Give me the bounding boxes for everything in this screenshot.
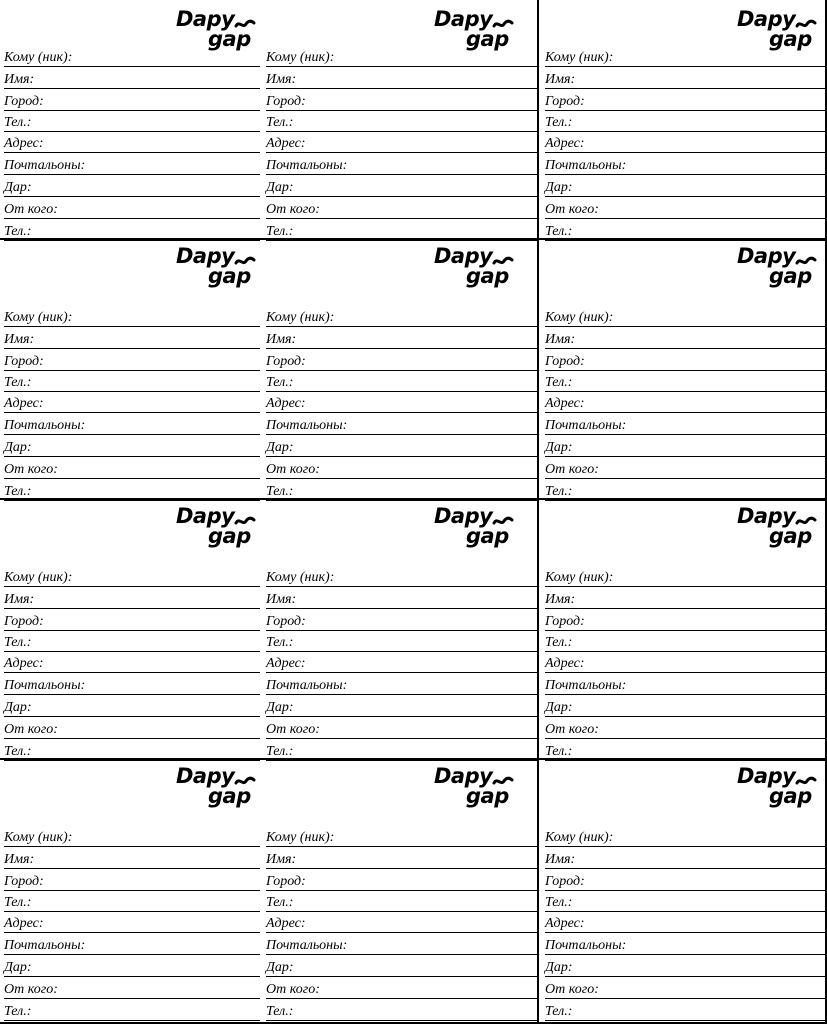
name-field[interactable] (266, 589, 537, 609)
gift-form-card (0, 0, 260, 240)
gift-form-card (0, 240, 260, 500)
city-field[interactable] (266, 871, 537, 891)
field-label: Почтальоны: (4, 158, 86, 173)
field-label: Дар: (545, 440, 573, 455)
logo-line-1: Dapy (434, 764, 493, 788)
logo-line-2: gap (769, 784, 812, 808)
logo-line-1: Dapy (176, 764, 235, 788)
logo-line-1: Dapy (737, 7, 796, 31)
field-label: Город: (545, 94, 585, 109)
phone-field[interactable] (266, 892, 537, 912)
from-phone-field[interactable] (4, 221, 260, 241)
field-label: Дар: (266, 180, 294, 195)
from-phone-field[interactable] (266, 1001, 537, 1021)
field-label: Тел.: (266, 375, 294, 390)
from-phone-field[interactable] (545, 1001, 825, 1021)
field-label: От кого: (4, 462, 58, 477)
gift-form-card (539, 240, 827, 500)
name-field[interactable] (266, 849, 537, 869)
field-label: Кому (ник): (266, 310, 335, 325)
from-phone-field[interactable] (545, 741, 825, 761)
logo-line-1: Dapy (176, 504, 235, 528)
field-label: Адрес: (266, 656, 306, 671)
field-label: Дар: (4, 700, 32, 715)
field-label: Адрес: (545, 136, 585, 151)
gift-form-card (260, 0, 539, 240)
to-nick-field[interactable] (545, 827, 825, 847)
to-nick-field[interactable] (266, 567, 537, 587)
logo-line-2: gap (769, 27, 812, 51)
from-phone-field[interactable] (266, 741, 537, 761)
phone-field[interactable] (4, 892, 260, 912)
logo-line-1: Dapy (737, 244, 796, 268)
field-label: Адрес: (545, 396, 585, 411)
logo-line-2: gap (466, 27, 509, 51)
field-label: Имя: (266, 852, 297, 867)
field-label: Город: (266, 614, 306, 629)
logo-line-1: Dapy (737, 504, 796, 528)
field-label: От кого: (266, 202, 320, 217)
gift-form-card (260, 760, 539, 1024)
field-label: От кого: (4, 982, 58, 997)
address-field[interactable] (545, 133, 825, 153)
field-label: Город: (266, 354, 306, 369)
postmen-field[interactable] (4, 935, 260, 955)
field-label: Имя: (4, 852, 35, 867)
gift-field[interactable] (266, 177, 537, 197)
from-field[interactable] (4, 719, 260, 739)
postmen-field[interactable] (545, 935, 825, 955)
field-label: Почтальоны: (4, 938, 86, 953)
name-field[interactable] (545, 589, 825, 609)
field-label: Имя: (4, 72, 35, 87)
field-label: Дар: (266, 700, 294, 715)
city-field[interactable] (4, 611, 260, 631)
phone-field[interactable] (266, 632, 537, 652)
field-label: Дар: (266, 440, 294, 455)
field-label: Город: (4, 614, 44, 629)
city-field[interactable] (545, 351, 825, 371)
darudar-logo (176, 506, 256, 550)
field-label: Город: (545, 614, 585, 629)
field-label: Адрес: (545, 656, 585, 671)
field-label: Имя: (545, 332, 576, 347)
field-label: Имя: (4, 332, 35, 347)
postmen-field[interactable] (4, 675, 260, 695)
phone-field[interactable] (545, 892, 825, 912)
field-label: Кому (ник): (4, 570, 73, 585)
name-field[interactable] (266, 69, 537, 89)
gift-field[interactable] (545, 957, 825, 977)
field-label: Тел.: (545, 115, 573, 130)
from-phone-field[interactable] (266, 481, 537, 501)
field-label: Адрес: (545, 916, 585, 931)
field-label: От кого: (4, 202, 58, 217)
postmen-field[interactable] (266, 935, 537, 955)
logo-line-1: Dapy (176, 244, 235, 268)
field-label: Почтальоны: (266, 938, 348, 953)
field-label: Почтальоны: (545, 678, 627, 693)
field-label: Тел.: (266, 1004, 294, 1019)
field-label: Адрес: (266, 396, 306, 411)
to-nick-field[interactable] (545, 47, 825, 67)
field-label: Адрес: (4, 916, 44, 931)
field-label: Почтальоны: (266, 678, 348, 693)
from-phone-field[interactable] (4, 741, 260, 761)
gift-field[interactable] (545, 177, 825, 197)
address-field[interactable] (266, 133, 537, 153)
field-label: Почтальоны: (545, 938, 627, 953)
postmen-field[interactable] (266, 415, 537, 435)
field-label: Имя: (545, 592, 576, 607)
logo-line-2: gap (208, 264, 251, 288)
gift-field[interactable] (545, 437, 825, 457)
address-field[interactable] (4, 133, 260, 153)
field-label: Кому (ник): (545, 570, 614, 585)
field-label: Город: (266, 874, 306, 889)
logo-line-1: Dapy (434, 7, 493, 31)
address-field[interactable] (545, 653, 825, 673)
field-label: Почтальоны: (545, 158, 627, 173)
field-label: Тел.: (4, 115, 32, 130)
city-field[interactable] (4, 351, 260, 371)
field-label: Город: (4, 94, 44, 109)
field-label: Кому (ник): (4, 310, 73, 325)
to-nick-field[interactable] (4, 47, 260, 67)
field-label: От кого: (545, 982, 599, 997)
gift-form-card (260, 240, 539, 500)
field-label: Почтальоны: (266, 418, 348, 433)
field-label: Тел.: (545, 1004, 573, 1019)
field-label: Тел.: (4, 895, 32, 910)
field-label: Кому (ник): (4, 50, 73, 65)
logo-line-1: Dapy (434, 244, 493, 268)
gift-field[interactable] (266, 697, 537, 717)
name-field[interactable] (545, 69, 825, 89)
postmen-field[interactable] (545, 155, 825, 175)
field-label: Почтальоны: (4, 418, 86, 433)
phone-field[interactable] (545, 632, 825, 652)
field-label: Имя: (545, 72, 576, 87)
field-label: Почтальоны: (545, 418, 627, 433)
address-field[interactable] (266, 913, 537, 933)
from-phone-field[interactable] (545, 481, 825, 501)
logo-line-1: Dapy (434, 504, 493, 528)
gift-field[interactable] (4, 177, 260, 197)
darudar-logo (176, 246, 256, 290)
field-label: Тел.: (4, 1004, 32, 1019)
postmen-field[interactable] (266, 155, 537, 175)
field-label: Город: (545, 354, 585, 369)
field-label: Почтальоны: (266, 158, 348, 173)
name-field[interactable] (4, 329, 260, 349)
field-label: Кому (ник): (545, 310, 614, 325)
field-label: Дар: (545, 960, 573, 975)
name-field[interactable] (545, 329, 825, 349)
field-label: Город: (266, 94, 306, 109)
logo-line-2: gap (208, 784, 251, 808)
field-label: Имя: (266, 592, 297, 607)
to-nick-field[interactable] (266, 307, 537, 327)
name-field[interactable] (545, 849, 825, 869)
darudar-logo (434, 506, 514, 550)
field-label: Кому (ник): (545, 50, 614, 65)
city-field[interactable] (266, 611, 537, 631)
field-label: Дар: (545, 700, 573, 715)
city-field[interactable] (545, 91, 825, 111)
city-field[interactable] (545, 871, 825, 891)
to-nick-field[interactable] (545, 567, 825, 587)
field-label: Тел.: (4, 744, 32, 759)
field-label: Тел.: (266, 224, 294, 239)
logo-line-2: gap (466, 264, 509, 288)
field-label: Тел.: (545, 744, 573, 759)
gift-form-card (0, 500, 260, 760)
field-label: Тел.: (545, 375, 573, 390)
field-label: Адрес: (4, 656, 44, 671)
name-field[interactable] (266, 329, 537, 349)
field-label: Дар: (266, 960, 294, 975)
phone-field[interactable] (4, 372, 260, 392)
field-label: Адрес: (266, 136, 306, 151)
darudar-logo (176, 766, 256, 810)
field-label: Тел.: (266, 744, 294, 759)
postmen-field[interactable] (4, 155, 260, 175)
field-label: Адрес: (4, 136, 44, 151)
field-label: Дар: (4, 440, 32, 455)
field-label: Город: (4, 874, 44, 889)
logo-line-2: gap (466, 524, 509, 548)
field-label: От кого: (266, 462, 320, 477)
darudar-logo (737, 506, 817, 550)
from-field[interactable] (545, 199, 825, 219)
logo-line-2: gap (769, 264, 812, 288)
address-field[interactable] (4, 653, 260, 673)
phone-field[interactable] (545, 112, 825, 132)
field-label: Тел.: (545, 635, 573, 650)
logo-line-1: Dapy (737, 764, 796, 788)
name-field[interactable] (4, 849, 260, 869)
postmen-field[interactable] (4, 415, 260, 435)
field-label: Кому (ник): (4, 830, 73, 845)
address-field[interactable] (4, 393, 260, 413)
phone-field[interactable] (4, 632, 260, 652)
gift-form-card (539, 760, 827, 1024)
postmen-field[interactable] (545, 415, 825, 435)
postmen-field[interactable] (266, 675, 537, 695)
gift-field[interactable] (4, 957, 260, 977)
address-field[interactable] (266, 653, 537, 673)
from-phone-field[interactable] (4, 481, 260, 501)
field-label: Дар: (545, 180, 573, 195)
city-field[interactable] (545, 611, 825, 631)
field-label: Город: (4, 354, 44, 369)
to-nick-field[interactable] (266, 827, 537, 847)
city-field[interactable] (4, 91, 260, 111)
address-field[interactable] (266, 393, 537, 413)
darudar-logo (737, 246, 817, 290)
city-field[interactable] (266, 351, 537, 371)
field-label: Дар: (4, 960, 32, 975)
gift-field[interactable] (545, 697, 825, 717)
to-nick-field[interactable] (4, 307, 260, 327)
gift-form-card (260, 500, 539, 760)
field-label: Тел.: (266, 895, 294, 910)
field-label: Тел.: (266, 115, 294, 130)
address-field[interactable] (545, 913, 825, 933)
to-nick-field[interactable] (545, 307, 825, 327)
phone-field[interactable] (266, 372, 537, 392)
field-label: Кому (ник): (266, 830, 335, 845)
name-field[interactable] (4, 589, 260, 609)
gift-field[interactable] (266, 437, 537, 457)
field-label: Кому (ник): (545, 830, 614, 845)
from-field[interactable] (4, 459, 260, 479)
to-nick-field[interactable] (4, 827, 260, 847)
field-label: Город: (545, 874, 585, 889)
postmen-field[interactable] (545, 675, 825, 695)
darudar-logo (737, 766, 817, 810)
from-field[interactable] (266, 199, 537, 219)
field-label: Тел.: (545, 895, 573, 910)
field-label: Кому (ник): (266, 50, 335, 65)
phone-field[interactable] (545, 372, 825, 392)
from-field[interactable] (266, 459, 537, 479)
to-nick-field[interactable] (4, 567, 260, 587)
phone-field[interactable] (266, 112, 537, 132)
from-field[interactable] (545, 979, 825, 999)
field-label: Тел.: (545, 484, 573, 499)
gift-field[interactable] (266, 957, 537, 977)
field-label: Тел.: (4, 375, 32, 390)
from-phone-field[interactable] (545, 221, 825, 241)
gift-form-card (539, 500, 827, 760)
from-phone-field[interactable] (4, 1001, 260, 1021)
city-field[interactable] (4, 871, 260, 891)
from-field[interactable] (4, 199, 260, 219)
from-field[interactable] (545, 459, 825, 479)
field-label: От кого: (545, 722, 599, 737)
from-field[interactable] (266, 979, 537, 999)
field-label: Имя: (4, 592, 35, 607)
from-field[interactable] (545, 719, 825, 739)
field-label: От кого: (266, 982, 320, 997)
field-label: Почтальоны: (4, 678, 86, 693)
field-label: От кого: (545, 202, 599, 217)
field-label: Адрес: (266, 916, 306, 931)
field-label: От кого: (545, 462, 599, 477)
darudar-logo (434, 766, 514, 810)
logo-line-2: gap (208, 27, 251, 51)
phone-field[interactable] (4, 112, 260, 132)
field-label: От кого: (4, 722, 58, 737)
field-label: Имя: (266, 72, 297, 87)
city-field[interactable] (266, 91, 537, 111)
from-field[interactable] (4, 979, 260, 999)
darudar-logo (434, 246, 514, 290)
field-label: Тел.: (4, 484, 32, 499)
field-label: Тел.: (4, 224, 32, 239)
gift-form-card (539, 0, 827, 240)
to-nick-field[interactable] (266, 47, 537, 67)
gift-field[interactable] (4, 437, 260, 457)
logo-line-1: Dapy (176, 7, 235, 31)
field-label: Имя: (266, 332, 297, 347)
field-label: Тел.: (266, 635, 294, 650)
field-label: Кому (ник): (266, 570, 335, 585)
field-label: Тел.: (266, 484, 294, 499)
address-field[interactable] (545, 393, 825, 413)
field-label: Имя: (545, 852, 576, 867)
logo-line-2: gap (208, 524, 251, 548)
from-field[interactable] (266, 719, 537, 739)
field-label: Тел.: (545, 224, 573, 239)
field-label: Тел.: (4, 635, 32, 650)
field-label: Дар: (4, 180, 32, 195)
field-label: Адрес: (4, 396, 44, 411)
name-field[interactable] (4, 69, 260, 89)
address-field[interactable] (4, 913, 260, 933)
gift-field[interactable] (4, 697, 260, 717)
logo-line-2: gap (466, 784, 509, 808)
gift-form-card (0, 760, 260, 1024)
field-label: От кого: (266, 722, 320, 737)
logo-line-2: gap (769, 524, 812, 548)
from-phone-field[interactable] (266, 221, 537, 241)
